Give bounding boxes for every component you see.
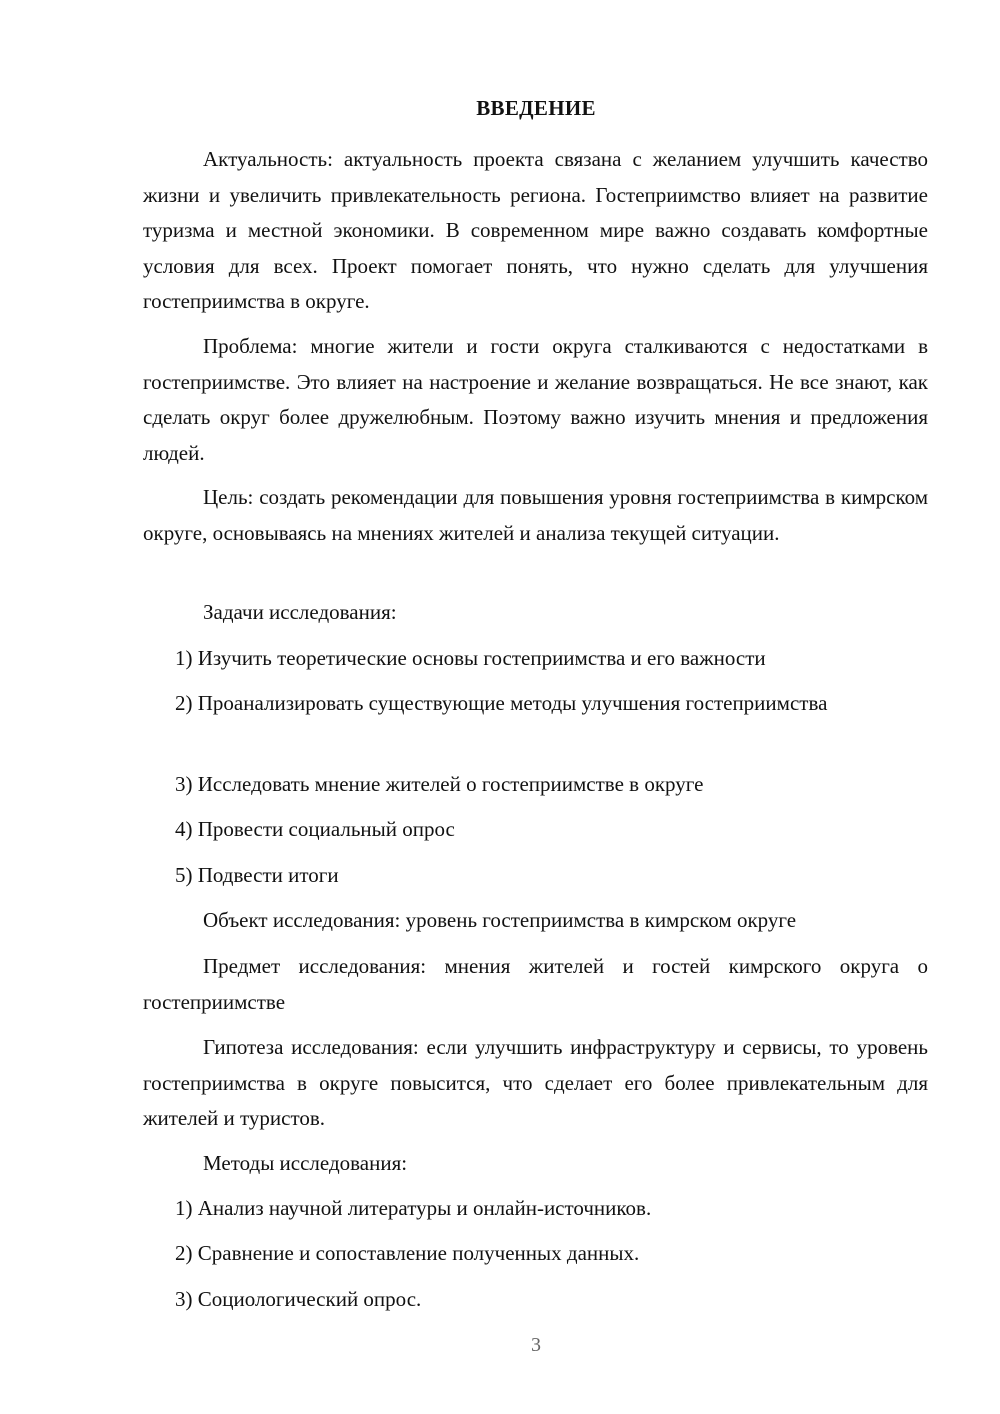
paragraph-subject: Предмет исследования: мнения жителей и гостей кимрского округа о гостеприимстве (143, 954, 928, 1014)
task-item-2: 2) Проанализировать существующие методы улучшения гостеприимства (175, 691, 828, 715)
section-heading: ВВЕДЕНИЕ (476, 96, 596, 120)
paragraph-relevance: Актуальность: актуальность проекта связана с желанием улучшить качество жизни и увеличить привлекательность региона. Гостеприимство влияет на развитие туризма и местной экономики. В современном мире важно создавать комфортные условия для всех. Проект помогает понять, что нужно сделать для улучшения гостеприимства в округе. (143, 147, 928, 313)
task-item-3: 3) Исследовать мнение жителей о гостеприимстве в округе (175, 772, 704, 796)
tasks-title: Задачи исследования: (203, 600, 397, 624)
paragraph-hypothesis: Гипотеза исследования: если улучшить инфраструктуру и сервисы, то уровень гостеприимства в округе повысится, что сделает его более привлекательным для жителей и туристов. (143, 1035, 928, 1130)
method-item-1: 1) Анализ научной литературы и онлайн-источников. (175, 1196, 652, 1220)
methods-title: Методы исследования: (203, 1151, 408, 1175)
method-item-2: 2) Сравнение и сопоставление полученных данных. (175, 1241, 640, 1265)
paragraph-goal: Цель: создать рекомендации для повышения уровня гостеприимства в кимрском округе, основываясь на мнениях жителей и анализа текущей ситуации. (143, 485, 928, 545)
page-number: 3 (531, 1334, 541, 1356)
task-item-4: 4) Провести социальный опрос (175, 817, 455, 841)
task-item-1: 1) Изучить теоретические основы гостеприимства и его важности (175, 646, 766, 670)
task-item-5: 5) Подвести итоги (175, 863, 339, 887)
method-item-3: 3) Социологический опрос. (175, 1287, 422, 1311)
paragraph-problem: Проблема: многие жители и гости округа сталкиваются с недостатками в гостеприимстве. Это влияет на настроение и желание возвращаться. Не все знают, как сделать округ более дружелюбным. Поэтому важно изучить мнения и предложения людей. (143, 334, 928, 465)
paragraph-object: Объект исследования: уровень гостеприимства в кимрском округе (203, 908, 797, 932)
